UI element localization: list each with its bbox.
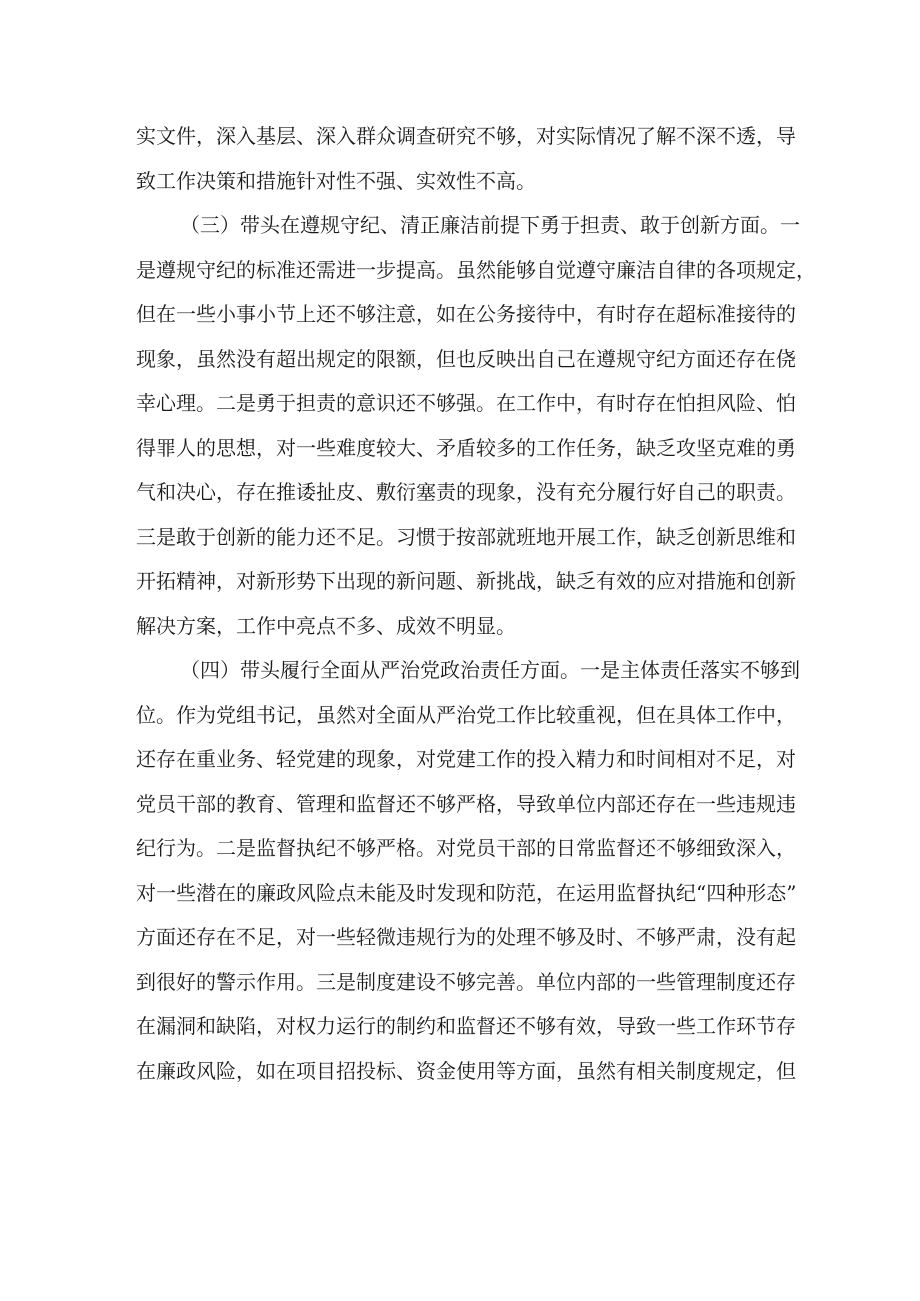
text-line: 三是敢于创新的能力还不足。习惯于按部就班地开展工作，缺乏创新思维和 — [136, 524, 796, 549]
text-line: 气和决心，存在推诿扯皮、敷衍塞责的现象，没有充分履行好自己的职责。 — [136, 480, 796, 504]
text-line: 方面还存在不足，对一些轻微违规行为的处理不够及时、不够严肃，没有起 — [136, 925, 796, 949]
text-line: 到很好的警示作用。三是制度建设不够完善。单位内部的一些管理制度还存 — [136, 969, 796, 994]
text-line: 得罪人的思想，对一些难度较大、矛盾较多的工作任务，缺乏攻坚克难的勇 — [136, 435, 796, 460]
text-line: 是遵规守纪的标准还需进一步提高。虽然能够自觉遵守廉洁自律的各项规定， — [136, 257, 816, 282]
body-text — [136, 114, 816, 1093]
text-line: 还存在重业务、轻党建的现象，对党建工作的投入精力和时间相对不足，对 — [136, 747, 796, 771]
text-line: 现象，虽然没有超出规定的限额，但也反映出自己在遵规守纪方面还存在侥 — [136, 346, 796, 371]
text-line: 对一些潜在的廉政风险点未能及时发现和防范，在运用监督执纪“四种形态” — [136, 880, 797, 905]
text-line: 位。作为党组书记，虽然对全面从严治党工作比较重视，但在具体工作中， — [136, 702, 796, 727]
text-line: 幸心理。二是勇于担责的意识还不够强。在工作中，有时存在怕担风险、怕 — [136, 391, 796, 415]
paragraph-heading-four: （四）带头履行全面从严治党政治责任方面。一是主体责任落实不够到 — [180, 658, 800, 682]
text-line: 实文件，深入基层、深入群众调查研究不够，对实际情况了解不深不透，导 — [136, 124, 796, 148]
text-line: 但在一些小事小节上还不够注意，如在公务接待中，有时存在超标准接待的 — [136, 302, 796, 326]
text-line: 致工作决策和措施针对性不强、实效性不高。 — [136, 168, 536, 193]
text-line: 党员干部的教育、管理和监督还不够严格，导致单位内部还存在一些违规违 — [136, 791, 796, 816]
text-line: 在漏洞和缺陷，对权力运行的制约和监督还不够有效，导致一些工作环节存 — [136, 1014, 796, 1038]
text-line: 在廉政风险，如在项目招投标、资金使用等方面，虽然有相关制度规定，但 — [136, 1058, 796, 1083]
text-line: 开拓精神，对新形势下出现的新问题、新挑战，缺乏有效的应对措施和创新 — [136, 569, 796, 593]
paragraph-heading-three: （三）带头在遵规守纪、清正廉洁前提下勇于担责、敢于创新方面。一 — [180, 213, 800, 237]
text-line: 纪行为。二是监督执纪不够严格。对党员干部的日常监督还不够细致深入， — [136, 836, 796, 860]
text-line: 解决方案，工作中亮点不多、成效不明显。 — [136, 613, 516, 638]
